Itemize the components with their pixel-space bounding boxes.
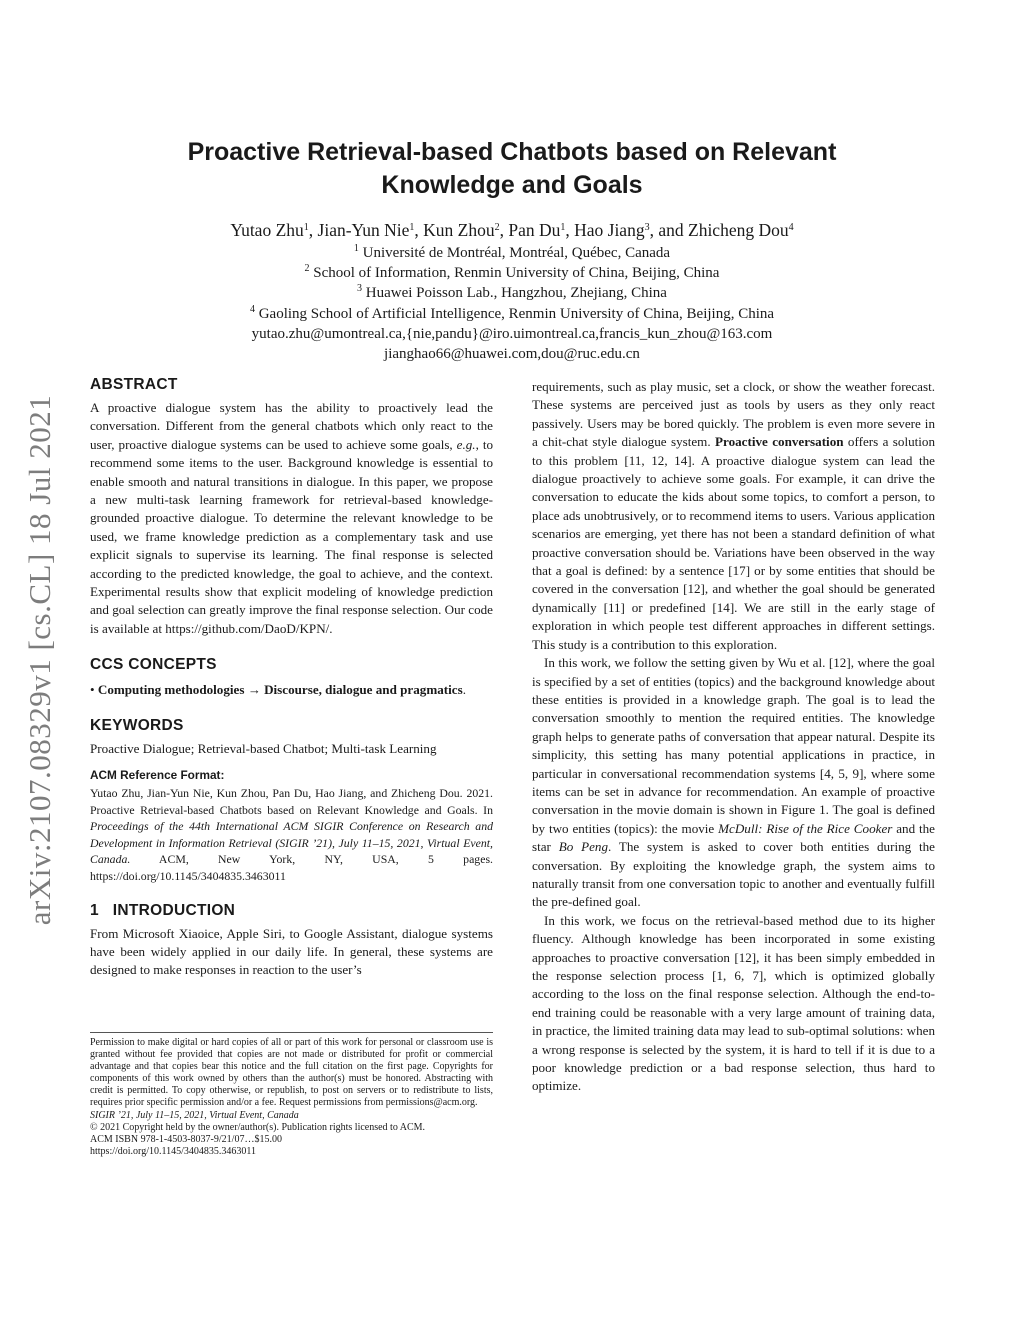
affiliation-sup: 4 (249, 303, 255, 315)
intro-bold-term: Proactive conversation (715, 434, 844, 450)
author-sup: 2 (494, 222, 500, 233)
affiliation-sup: 1 (353, 243, 359, 254)
ccs-end: . (462, 682, 466, 698)
paper-title (100, 136, 924, 202)
author-sep: , (499, 220, 509, 240)
affiliation-text: Gaoling School of Artificial Intelligence, Renmin University of China, Beijing, China (254, 305, 775, 322)
permission-copyright: © 2021 Copyright held by the owner/author(s). Publication rights licensed to ACM. (90, 1121, 426, 1133)
intro-part: and the star (532, 820, 935, 855)
affiliations (100, 243, 924, 364)
keywords-text: Proactive Dialogue; Retrieval-based Chatbot; Multi-task Learning (90, 740, 437, 756)
intro-part: offers a solution to this problem [11, 12, 14]. A proactive dialogue system can lead the dialogue proactively to achieve some goals. For example, it can drive the conversation to educate the kids about some topics, to comfort a person, to place ads unobtrusively, or to recommend items to users. Various application scenarios are emerging, yet there has not been a standard definition of what proactive conversation should be. Variations have been observed in the way that a goal is defined: by a sentence [17] or by some entities that should be covered in the conversation [12], and whether the goal should be generated dynamically [11] or predefined [14]. We are still in the early stage of exploration in which people test different approaches in different settings. This study is a contribution to this exploration. (532, 434, 935, 652)
ccs-bullet: • (90, 682, 98, 698)
author-sep: , and (649, 220, 688, 240)
email-line-2: jianghao66@huawei.com,dou@ruc.edu.cn (384, 346, 640, 363)
ccs-concept: Computing methodologies → Discourse, dialogue and pragmatics (97, 682, 463, 698)
author-sep: , (308, 220, 318, 240)
intro-heading: 1 INTRODUCTION (90, 901, 236, 919)
affiliation-text: School of Information, Renmin University of China, Beijing, China (309, 265, 720, 282)
author-sep: , (565, 220, 575, 240)
author-name: Kun Zhou (423, 220, 495, 240)
intro-part: In this work, we follow the setting given by Wu et al. [12], where the goal is specified by a set of entities (topics) and the background knowledge about these entities is provided in a knowledge graph. The goal is to lead the conversation smoothly to mention the required entities. The knowledge graph helps to generate paths of conversation that appear natural. Despite its simplicity, this setting has many potential applications in practice, in particular in conversational recommendation systems [4, 5, 9], where some items can be set in advance for recommendation. An example of proactive conversation in the movie domain is shown in Figure 1. The goal is defined by two entities (topics): the movie (532, 655, 935, 836)
permission-venue (90, 1110, 493, 1122)
author-sup: 1 (409, 222, 415, 233)
intro-part: . The system is asked to cover both entities during the conversation. By exploiting the knowledge graph, the system aims to naturally transit from one conversation topic to another and eventually fulfill the pre-defined goal. (532, 839, 935, 910)
right-column (532, 378, 935, 1096)
acm-ref-heading: ACM Reference Format: (90, 768, 225, 783)
author-name: Jian-Yun Nie (317, 220, 410, 240)
abstract-eg: e.g. (456, 436, 476, 452)
title-line-1: Proactive Retrieval-based Chatbots based on Relevant (187, 138, 837, 166)
permission-block (90, 1037, 493, 1158)
affiliation-sup: 3 (357, 283, 363, 295)
keywords-heading: KEYWORDS (90, 716, 184, 734)
abstract-part: , to recommend some items to the user. Background knowledge is essential to enable smooth and natural transitions in dialogue. In this paper, we propose a new multi-task learning framework for retrieval-based knowledge-grounded proactive dialogue. To determine the relevant knowledge to be used, we frame knowledge prediction as a complementary task and use explicit signals to supervise its learning. The final response is selected according to the predicted knowledge, the goal to achieve, and the context. Experimental results show that explicit modeling of knowledge prediction and goal selection can greatly improve the final response selection. Our code is available at https://github.com/DaoD/KPN/. (90, 436, 493, 636)
author-sup: 1 (560, 222, 566, 233)
affiliation (100, 263, 924, 283)
abstract-heading: ABSTRACT (90, 376, 178, 393)
intro-part: requirements, such as play music, set a clock, or show the weather forecast. These systems are perceived just as tools by users as they only react passively. Users may be bored quickly. The problem is even more severe in a chit-chat style dialogue system. (532, 379, 935, 450)
acm-ref-part: ACM, New York, NY, USA, 5 pages. https://doi.org/10.1145/3404835.3463011 (90, 852, 493, 884)
affiliation-text: Université de Montréal, Montréal, Québec, Canada (358, 245, 671, 261)
title-line-2: Knowledge and Goals (381, 171, 643, 199)
ccs-heading: CCS CONCEPTS (90, 656, 217, 674)
affiliation (100, 304, 924, 324)
arxiv-identifier: arXiv:2107.08329v1 [cs.CL] 18 Jul 2021 (22, 394, 57, 926)
author-list (100, 220, 924, 240)
intro-paragraph-3: In this work, we focus on the retrieval-based method due to its higher fluency. Although knowledge has been incorporated in some existing approaches to proactive conversation [12], it has been simply embedded in the response selection process [1, 6, 7], which is optimized globally according to the loss on the final response selection. Although the end-to-end training could be reasonable with a very large amount of training data, in practice, the limited training data may lead to sub-optimal solutions: when a wrong response is selected by the system, it is hard to tell if it is due to a poor knowledge prediction or a bad response selection, thus hard to optimize. (532, 912, 935, 1094)
author-name: Hao Jiang (574, 220, 645, 240)
intro-star: Bo Peng (558, 839, 608, 855)
ccs-text (90, 681, 493, 699)
author-sup: 3 (644, 222, 650, 233)
intro-text-left: From Microsoft Xiaoice, Apple Siri, to Google Assistant, dialogue systems have been widely applied in our daily life. In general, these systems are designed to make responses in reaction to the user’s (90, 925, 493, 978)
abstract-part: A proactive dialogue system has the ability to proactively lead the conversation. Different from the general chatbots which only react to the user, proactive dialogue systems can be used to achieve some goals, (90, 400, 493, 452)
permission-isbn: ACM ISBN 978-1-4503-8037-9/21/07…$15.00 (90, 1133, 282, 1145)
affiliation (100, 283, 924, 303)
author-sup: 4 (788, 222, 794, 233)
author-name: Pan Du (508, 220, 561, 240)
author-sup: 1 (303, 222, 309, 233)
left-column (90, 375, 493, 980)
intro-paragraph-1 (532, 378, 935, 654)
affiliation (100, 243, 924, 263)
footnote-rule (90, 1032, 493, 1033)
acm-ref-text (90, 785, 493, 885)
abstract-text (90, 399, 493, 638)
acm-ref-part: Yutao Zhu, Jian-Yun Nie, Kun Zhou, Pan Du, Hao Jiang, and Zhicheng Dou. 2021. Proactive Retrieval-based Chatbots based on Relevant Knowledge and Goals. In (90, 786, 493, 817)
intro-movie: McDull: Rise of the Rice Cooker (718, 820, 893, 836)
author-name: Yutao Zhu (230, 220, 304, 240)
permission-venue-text: SIGIR ’21, July 11–15, 2021, Virtual Event, Canada (90, 1109, 299, 1121)
affiliation-sup: 2 (304, 263, 310, 275)
intro-paragraph-2 (532, 654, 935, 912)
affiliation-text: Huawei Poisson Lab., Hangzhou, Zhejiang, China (362, 285, 667, 302)
author-name: Zhicheng Dou (688, 220, 789, 240)
author-sep: , (414, 220, 424, 240)
email-line-1: yutao.zhu@umontreal.ca,{nie,pandu}@iro.uimontreal.ca,francis_kun_zhou@163.com (251, 325, 773, 342)
acm-ref-venue: Proceedings of the 44th International ACM SIGIR Conference on Research and Development in Information Retrieval (SIGIR ’21), July 11–15, 2021, Virtual Event, Canada. (90, 819, 493, 867)
permission-doi: https://doi.org/10.1145/3404835.3463011 (90, 1145, 257, 1157)
permission-text: Permission to make digital or hard copies of all or part of this work for personal or classroom use is granted without fee provided that copies are not made or distributed for profit or commercial advantage and that copies bear this notice and the full citation on the first page. Copyrights for components of this work owned by others than the author(s) must be honored. Abstracting with credit is permitted. To copy otherwise, or republish, to post on servers or to redistribute to lists, requires prior specific permission and/or a fee. Request permissions from permissions@acm.org. (90, 1037, 493, 1109)
